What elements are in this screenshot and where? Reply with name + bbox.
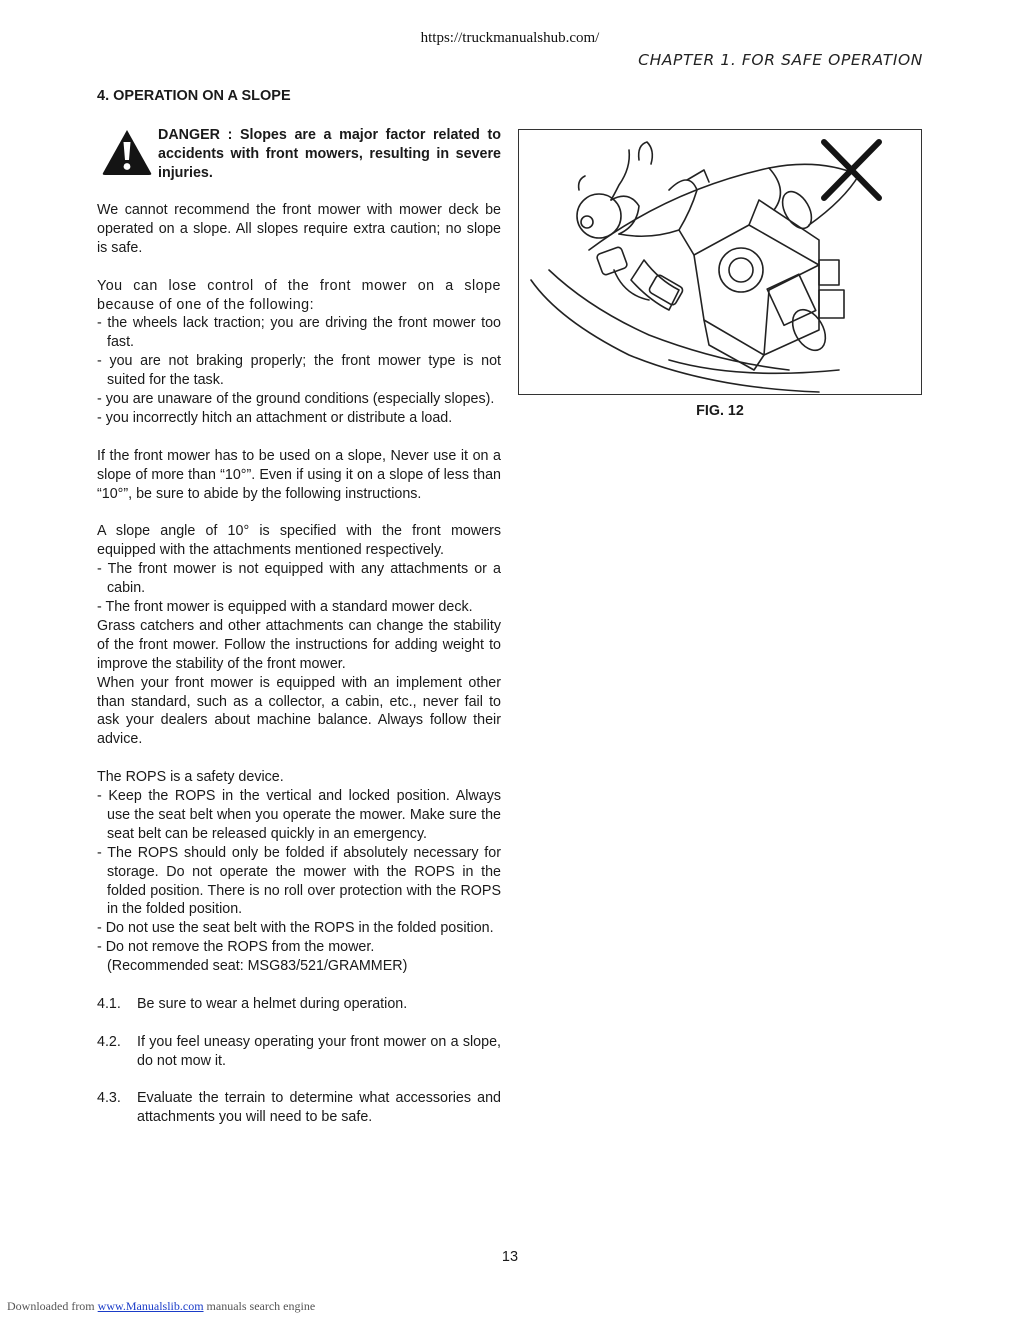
- figure-illustration: [518, 129, 922, 395]
- danger-text: DANGER : Slopes are a major factor related to accidents with front mowers, resulting in severe injuries.: [158, 127, 501, 181]
- numbered-item: [97, 1089, 501, 1127]
- paragraph: You can lose control of the front mower on a slope because of one of the following:: [97, 277, 501, 313]
- item-number: 4.1.: [97, 995, 121, 1012]
- numbered-item: [97, 995, 501, 1014]
- item-text: Be sure to wear a helmet during operation.: [137, 995, 408, 1012]
- paragraph: The ROPS is a safety device.: [97, 769, 284, 786]
- mower-rollover-illustration: [519, 130, 921, 394]
- list-item: - The ROPS should only be folded if absolutely necessary for storage. Do not operate the mower with the ROPS in the folded position. There is no roll over protection with the ROPS in the folded position.: [97, 844, 501, 918]
- list-item: - you are unaware of the ground conditions (especially slopes).: [97, 391, 495, 408]
- numbered-item: [97, 1033, 501, 1071]
- list-item: - The front mower is equipped with a standard mower deck.: [97, 598, 473, 615]
- list-item: - you are not braking properly; the front mower type is not suited for the task.: [97, 353, 501, 389]
- paragraph: A slope angle of 10° is specified with the front mowers equipped with the attachments mentioned respectively.: [97, 523, 501, 559]
- danger-notice: [97, 126, 501, 186]
- page-number: 13: [501, 1249, 519, 1265]
- prohibited-x-icon: [824, 142, 879, 198]
- list-item: - The front mower is not equipped with any attachments or a cabin.: [97, 561, 501, 597]
- download-footer: [7, 1299, 315, 1314]
- manualslib-link[interactable]: www.Manualslib.com: [97, 1299, 204, 1313]
- item-text: If you feel uneasy operating your front mower on a slope, do not mow it.: [137, 1033, 501, 1069]
- item-number: 4.2.: [97, 1033, 121, 1050]
- paragraph: When your front mower is equipped with an implement other than standard, such as a collector, a cabin, etc., never fail to ask your dealers about machine balance. Always follow their advice.: [97, 674, 501, 748]
- paragraph: If the front mower has to be used on a slope, Never use it on a slope of more than “10°”. Even if using it on a slope of less than “10°”, be sure to abide by the following instructions.: [97, 447, 501, 502]
- figure-caption: FIG. 12: [696, 403, 744, 419]
- paragraph: We cannot recommend the front mower with mower deck be operated on a slope. All slopes require extra caution; no slope is safe.: [97, 202, 501, 256]
- main-text-column: [97, 201, 501, 1127]
- list-item: - Do not remove the ROPS from the mower.: [97, 939, 375, 956]
- chapter-title: CHAPTER 1. FOR SAFE OPERATION: [638, 51, 923, 69]
- footer-suffix: manuals search engine: [206, 1299, 316, 1313]
- section-title: 4. OPERATION ON A SLOPE: [97, 88, 291, 104]
- list-item: - the wheels lack traction; you are driving the front mower too fast.: [97, 315, 501, 351]
- item-text: Evaluate the terrain to determine what accessories and attachments you will need to be safe.: [137, 1090, 501, 1126]
- source-url: https://truckmanualshub.com/: [420, 30, 600, 46]
- list-item: - Keep the ROPS in the vertical and locked position. Always use the seat belt when you operate the mower. Make sure the seat belt can be released quickly in an emergency.: [97, 788, 501, 842]
- recommended-seat: (Recommended seat: MSG83/521/GRAMMER): [107, 958, 408, 975]
- paragraph: Grass catchers and other attachments can change the stability of the front mower. Follow the instructions for adding weight to improve the stability of the front mower.: [97, 617, 501, 672]
- list-item: - Do not use the seat belt with the ROPS in the folded position.: [97, 920, 494, 937]
- item-number: 4.3.: [97, 1090, 121, 1107]
- warning-exclamation-icon: [101, 128, 153, 176]
- footer-prefix: Downloaded from: [7, 1299, 95, 1313]
- list-item: - you incorrectly hitch an attachment or distribute a load.: [97, 409, 453, 426]
